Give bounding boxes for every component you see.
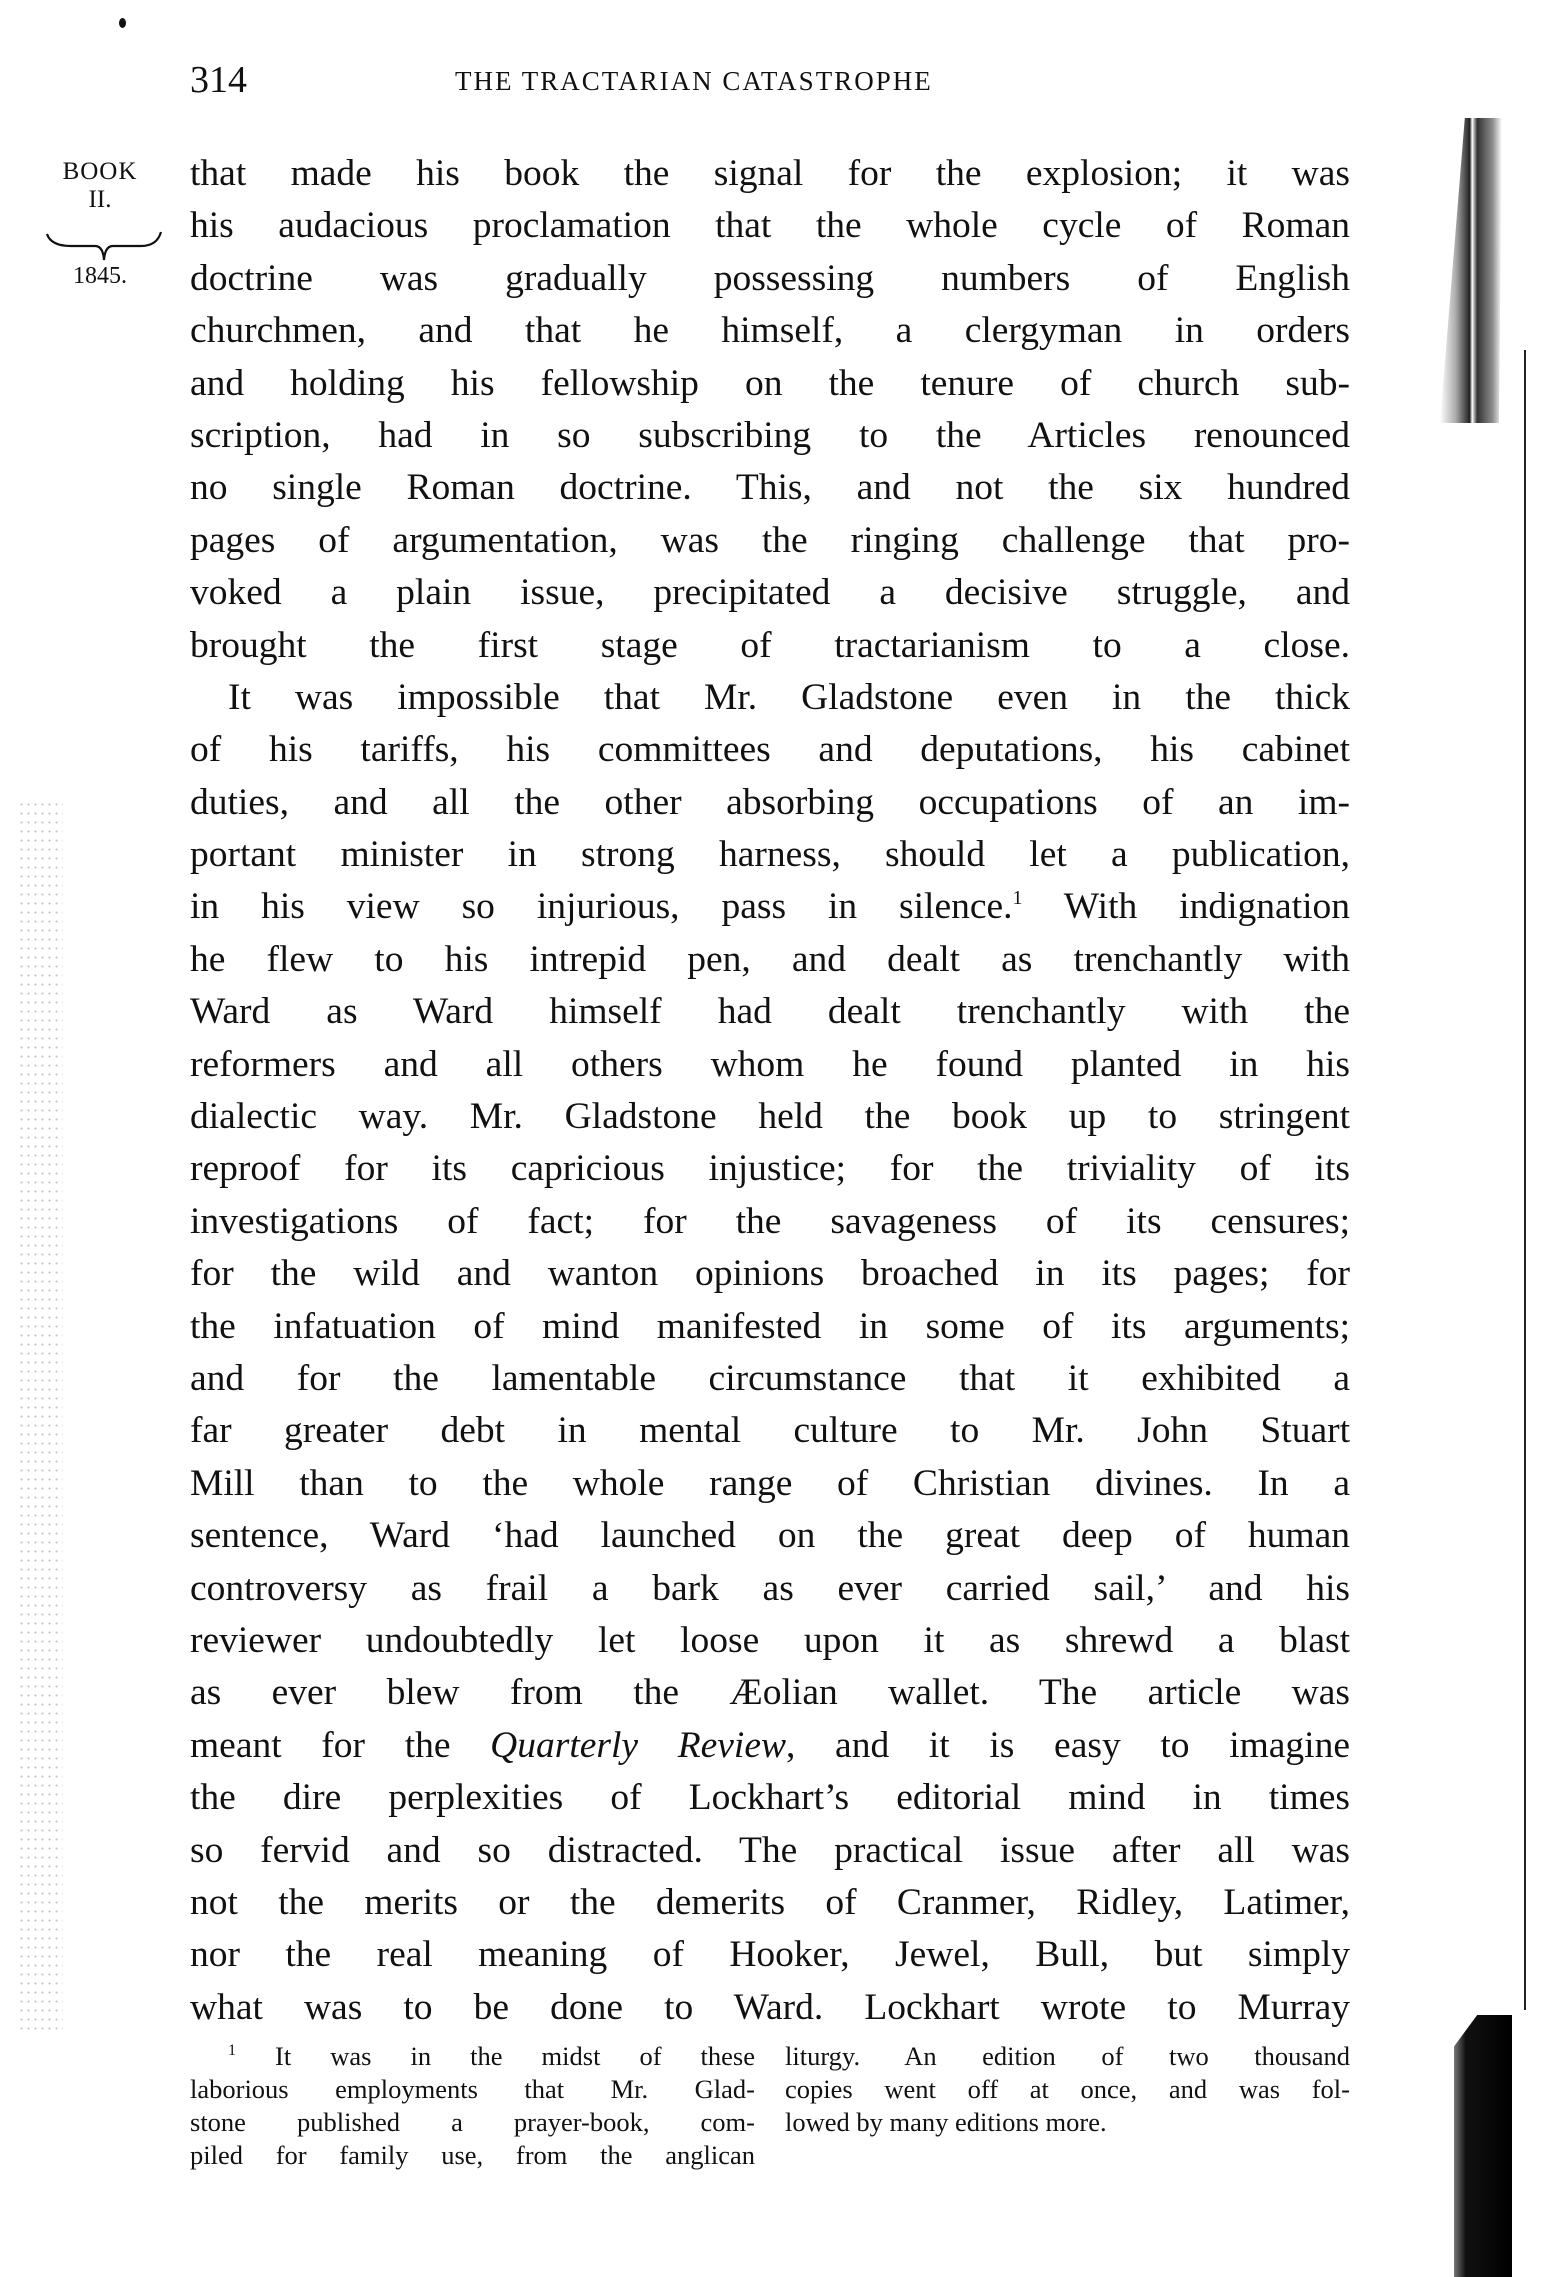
body-line: his audacious proclamation that the whole cycle of Roman bbox=[190, 205, 1350, 247]
body-line: of his tariffs, his committees and deputations, his cabinet bbox=[190, 729, 1350, 771]
footnote-line: liturgy. An edition of two thousand bbox=[785, 2041, 1350, 2071]
footnote-line: lowed by many editions more. bbox=[785, 2107, 1107, 2137]
body-line: not the merits or the demerits of Cranmer, Ridley, Latimer, bbox=[190, 1881, 1350, 1923]
publication-title: Quarterly Review bbox=[490, 1724, 787, 1766]
body-line: far greater debt in mental culture to Mr. John Stuart bbox=[190, 1410, 1350, 1452]
body-line: scription, had in so subscribing to the Articles renounced bbox=[190, 414, 1350, 456]
footnote-line: stone published a prayer-book, com- bbox=[190, 2107, 755, 2137]
body-line: Mill than to the whole range of Christian divines. In a bbox=[190, 1462, 1350, 1504]
scan-noise-left-edge bbox=[18, 800, 63, 2030]
body-line: investigations of fact; for the savageness of its censures; bbox=[190, 1200, 1350, 1242]
body-line: nor the real meaning of Hooker, Jewel, Bull, but simply bbox=[190, 1934, 1350, 1976]
margin-book-number: II. bbox=[88, 186, 112, 213]
body-line: so fervid and so distracted. The practical issue after all was bbox=[190, 1829, 1350, 1871]
body-line: and for the lamentable circumstance that it exhibited a bbox=[190, 1357, 1350, 1399]
body-line: reformers and all others whom he found planted in his bbox=[190, 1043, 1350, 1085]
body-line: he flew to his intrepid pen, and dealt as trenchantly with bbox=[190, 938, 1350, 980]
footnote-line bbox=[190, 2040, 755, 2073]
body-line: controversy as frail a bark as ever carried sail,’ and his bbox=[190, 1567, 1350, 1609]
page-edge-line bbox=[1524, 350, 1526, 2010]
body-line: churchmen, and that he himself, a clergyman in orders bbox=[190, 310, 1350, 352]
brace-icon bbox=[45, 230, 163, 262]
body-line-text: meant for the bbox=[190, 1724, 491, 1766]
body-line: what was to be done to Ward. Lockhart wrote to Murray bbox=[190, 1986, 1350, 2028]
footnote-reference[interactable]: 1 bbox=[1012, 887, 1023, 910]
body-line: the infatuation of mind manifested in some of its arguments; bbox=[190, 1305, 1350, 1347]
body-line: the dire perplexities of Lockhart’s editorial mind in times bbox=[190, 1777, 1350, 1819]
scan-speck bbox=[119, 18, 126, 28]
body-line-text: With indignation bbox=[1022, 886, 1351, 928]
margin-book-label: BOOK bbox=[62, 158, 138, 185]
body-line: and holding his fellowship on the tenure of church sub- bbox=[190, 362, 1350, 404]
footnote-text: It was in the midst of these bbox=[275, 2041, 756, 2071]
page-number: 314 bbox=[190, 59, 247, 101]
body-line-text: , and it is easy to imagine bbox=[786, 1724, 1350, 1766]
footnote-column-1 bbox=[190, 2040, 755, 2172]
body-line: dialectic way. Mr. Gladstone held the book up to stringent bbox=[190, 1096, 1350, 1138]
page-edge-shadow-bottom bbox=[1454, 2015, 1512, 2277]
body-line: that made his book the signal for the explosion; it was bbox=[190, 153, 1350, 194]
footnote-line: laborious employments that Mr. Glad- bbox=[190, 2074, 755, 2104]
body-line: as ever blew from the Æolian wallet. The article was bbox=[190, 1672, 1350, 1714]
paragraph-start-line: It was impossible that Mr. Gladstone even in the thick bbox=[228, 676, 1350, 718]
body-line-with-italic bbox=[190, 1720, 1350, 1772]
body-line: for the wild and wanton opinions broached in its pages; for bbox=[190, 1253, 1350, 1295]
body-text bbox=[190, 148, 1350, 2034]
body-line: sentence, Ward ‘had launched on the great deep of human bbox=[190, 1515, 1350, 1557]
footnotes bbox=[190, 2040, 1350, 2172]
running-title: THE TRACTARIAN CATASTROPHE bbox=[455, 66, 933, 96]
body-line: doctrine was gradually possessing numbers of English bbox=[190, 257, 1350, 299]
body-line: reproof for its capricious injustice; for the triviality of its bbox=[190, 1148, 1350, 1190]
body-line: voked a plain issue, precipitated a decisive struggle, and bbox=[190, 572, 1350, 614]
body-line: brought the first stage of tractarianism to a close. bbox=[190, 624, 1350, 666]
margin-year: 1845. bbox=[73, 263, 127, 289]
body-line: duties, and all the other absorbing occupations of an im- bbox=[190, 781, 1350, 823]
body-line-text: in his view so injurious, pass in silence. bbox=[190, 886, 1013, 928]
body-line: pages of argumentation, was the ringing challenge that pro- bbox=[190, 519, 1350, 561]
footnote-line: copies went off at once, and was fol- bbox=[785, 2074, 1350, 2104]
footnote-column-2 bbox=[785, 2040, 1350, 2172]
footnote-line: piled for family use, from the anglican bbox=[190, 2140, 755, 2170]
body-line: Ward as Ward himself had dealt trenchantly with the bbox=[190, 991, 1350, 1033]
body-line: no single Roman doctrine. This, and not the six hundred bbox=[190, 467, 1350, 509]
body-line: portant minister in strong harness, should let a publication, bbox=[190, 834, 1350, 876]
body-line-with-footnote-ref bbox=[190, 881, 1350, 933]
page-edge-shadow-top bbox=[1440, 118, 1502, 423]
body-line: reviewer undoubtedly let loose upon it as shrewd a blast bbox=[190, 1619, 1350, 1661]
footnote-marker: 1 bbox=[228, 2042, 236, 2059]
